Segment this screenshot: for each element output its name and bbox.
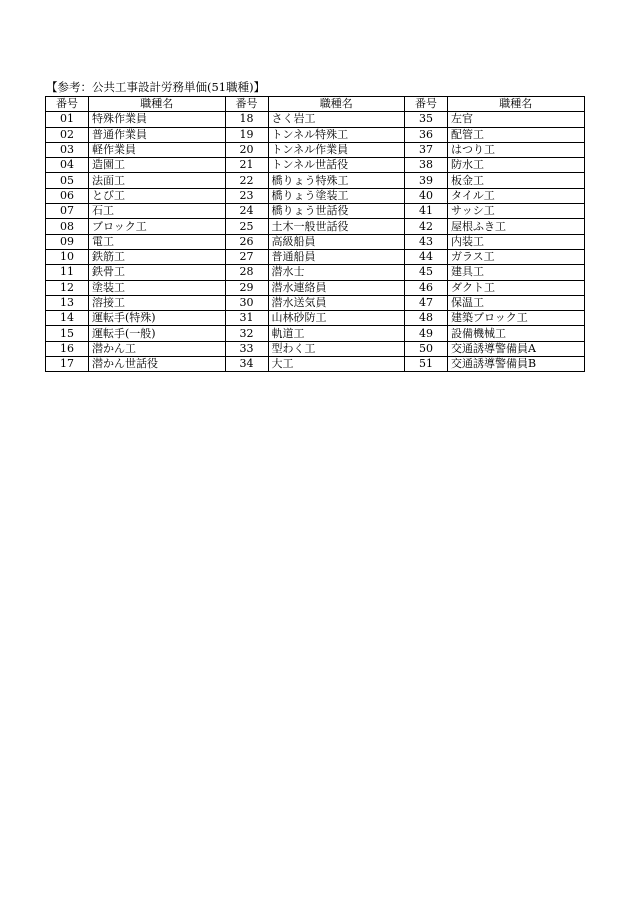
job-number-cell: 40 (405, 188, 448, 203)
table-row (46, 127, 585, 142)
job-name-cell: 塗装工 (89, 280, 226, 295)
job-number-cell: 33 (225, 341, 268, 356)
job-name-cell: 左官 (448, 112, 585, 127)
job-name-cell: タイル工 (448, 188, 585, 203)
table-row (46, 188, 585, 203)
job-number-cell: 01 (46, 112, 89, 127)
job-number-cell: 43 (405, 234, 448, 249)
job-number-cell: 36 (405, 127, 448, 142)
job-name-cell: 交通誘導警備員A (448, 341, 585, 356)
job-number-cell: 13 (46, 295, 89, 310)
table-row (46, 142, 585, 157)
job-number-cell: 02 (46, 127, 89, 142)
job-name-cell: 鉄筋工 (89, 249, 226, 264)
job-number-cell: 49 (405, 326, 448, 341)
job-number-cell: 29 (225, 280, 268, 295)
job-number-cell: 04 (46, 158, 89, 173)
table-header-row (46, 97, 585, 112)
job-number-cell: 47 (405, 295, 448, 310)
job-number-cell: 44 (405, 249, 448, 264)
job-number-cell: 25 (225, 219, 268, 234)
job-number-cell: 16 (46, 341, 89, 356)
page-title: 【参考：公共工事設計労務単価(51職種)】 (46, 80, 266, 94)
job-number-cell: 35 (405, 112, 448, 127)
job-name-cell: トンネル世話役 (268, 158, 405, 173)
job-number-cell: 05 (46, 173, 89, 188)
job-name-cell: 運転手(特殊) (89, 311, 226, 326)
job-number-cell: 46 (405, 280, 448, 295)
job-number-cell: 23 (225, 188, 268, 203)
job-name-cell: 屋根ふき工 (448, 219, 585, 234)
table-row (46, 249, 585, 264)
table-row (46, 204, 585, 219)
job-number-cell: 51 (405, 357, 448, 372)
job-number-cell: 09 (46, 234, 89, 249)
job-number-cell: 19 (225, 127, 268, 142)
job-number-cell: 48 (405, 311, 448, 326)
table-row (46, 158, 585, 173)
job-number-cell: 45 (405, 265, 448, 280)
job-number-cell: 28 (225, 265, 268, 280)
job-number-cell: 11 (46, 265, 89, 280)
column-header-number: 番号 (46, 97, 89, 112)
job-name-cell: 鉄骨工 (89, 265, 226, 280)
table-row (46, 280, 585, 295)
job-number-cell: 18 (225, 112, 268, 127)
job-number-cell: 08 (46, 219, 89, 234)
job-number-cell: 20 (225, 142, 268, 157)
job-name-cell: 橋りょう世話役 (268, 204, 405, 219)
job-name-cell: 潜水送気員 (268, 295, 405, 310)
table-row (46, 341, 585, 356)
job-name-cell: ブロック工 (89, 219, 226, 234)
job-name-cell: 大工 (268, 357, 405, 372)
job-name-cell: 配管工 (448, 127, 585, 142)
job-number-cell: 31 (225, 311, 268, 326)
job-name-cell: 運転手(一般) (89, 326, 226, 341)
job-number-cell: 12 (46, 280, 89, 295)
job-name-cell: 溶接工 (89, 295, 226, 310)
job-number-cell: 15 (46, 326, 89, 341)
table-row (46, 173, 585, 188)
table-row (46, 265, 585, 280)
column-header-job-name: 職種名 (89, 97, 226, 112)
job-name-cell: 普通作業員 (89, 127, 226, 142)
table-row (46, 357, 585, 372)
job-name-cell: 建具工 (448, 265, 585, 280)
job-name-cell: はつり工 (448, 142, 585, 157)
job-name-cell: さく岩工 (268, 112, 405, 127)
job-name-cell: ダクト工 (448, 280, 585, 295)
job-number-cell: 42 (405, 219, 448, 234)
table-row (46, 295, 585, 310)
job-name-cell: とび工 (89, 188, 226, 203)
job-name-cell: 防水工 (448, 158, 585, 173)
job-types-table (45, 96, 585, 372)
job-number-cell: 50 (405, 341, 448, 356)
column-header-job-name: 職種名 (268, 97, 405, 112)
job-name-cell: サッシ工 (448, 204, 585, 219)
job-name-cell: トンネル作業員 (268, 142, 405, 157)
job-name-cell: 電工 (89, 234, 226, 249)
table-row (46, 234, 585, 249)
job-number-cell: 22 (225, 173, 268, 188)
job-name-cell: 潜水士 (268, 265, 405, 280)
job-name-cell: 型わく工 (268, 341, 405, 356)
job-name-cell: 潜かん工 (89, 341, 226, 356)
table-row (46, 311, 585, 326)
job-name-cell: 普通船員 (268, 249, 405, 264)
job-name-cell: ガラス工 (448, 249, 585, 264)
job-name-cell: 軽作業員 (89, 142, 226, 157)
job-name-cell: 石工 (89, 204, 226, 219)
job-number-cell: 10 (46, 249, 89, 264)
job-name-cell: 内装工 (448, 234, 585, 249)
job-name-cell: 高級船員 (268, 234, 405, 249)
job-number-cell: 34 (225, 357, 268, 372)
job-name-cell: 交通誘導警備員B (448, 357, 585, 372)
job-name-cell: 法面工 (89, 173, 226, 188)
column-header-number: 番号 (405, 97, 448, 112)
job-name-cell: 特殊作業員 (89, 112, 226, 127)
job-number-cell: 30 (225, 295, 268, 310)
job-number-cell: 26 (225, 234, 268, 249)
job-name-cell: 潜水連絡員 (268, 280, 405, 295)
job-name-cell: トンネル特殊工 (268, 127, 405, 142)
job-name-cell: 橋りょう特殊工 (268, 173, 405, 188)
job-name-cell: 軌道工 (268, 326, 405, 341)
table-row (46, 219, 585, 234)
job-name-cell: 設備機械工 (448, 326, 585, 341)
job-name-cell: 橋りょう塗装工 (268, 188, 405, 203)
job-name-cell: 潜かん世話役 (89, 357, 226, 372)
job-number-cell: 39 (405, 173, 448, 188)
job-name-cell: 造園工 (89, 158, 226, 173)
table-row (46, 112, 585, 127)
job-number-cell: 07 (46, 204, 89, 219)
job-name-cell: 板金工 (448, 173, 585, 188)
job-number-cell: 14 (46, 311, 89, 326)
table-row (46, 326, 585, 341)
job-name-cell: 土木一般世話役 (268, 219, 405, 234)
job-number-cell: 06 (46, 188, 89, 203)
job-number-cell: 32 (225, 326, 268, 341)
job-number-cell: 24 (225, 204, 268, 219)
job-number-cell: 03 (46, 142, 89, 157)
job-name-cell: 山林砂防工 (268, 311, 405, 326)
job-number-cell: 17 (46, 357, 89, 372)
job-number-cell: 37 (405, 142, 448, 157)
job-name-cell: 保温工 (448, 295, 585, 310)
job-number-cell: 38 (405, 158, 448, 173)
job-name-cell: 建築ブロック工 (448, 311, 585, 326)
column-header-number: 番号 (225, 97, 268, 112)
job-number-cell: 27 (225, 249, 268, 264)
job-number-cell: 21 (225, 158, 268, 173)
column-header-job-name: 職種名 (448, 97, 585, 112)
job-number-cell: 41 (405, 204, 448, 219)
table-body (46, 112, 585, 372)
